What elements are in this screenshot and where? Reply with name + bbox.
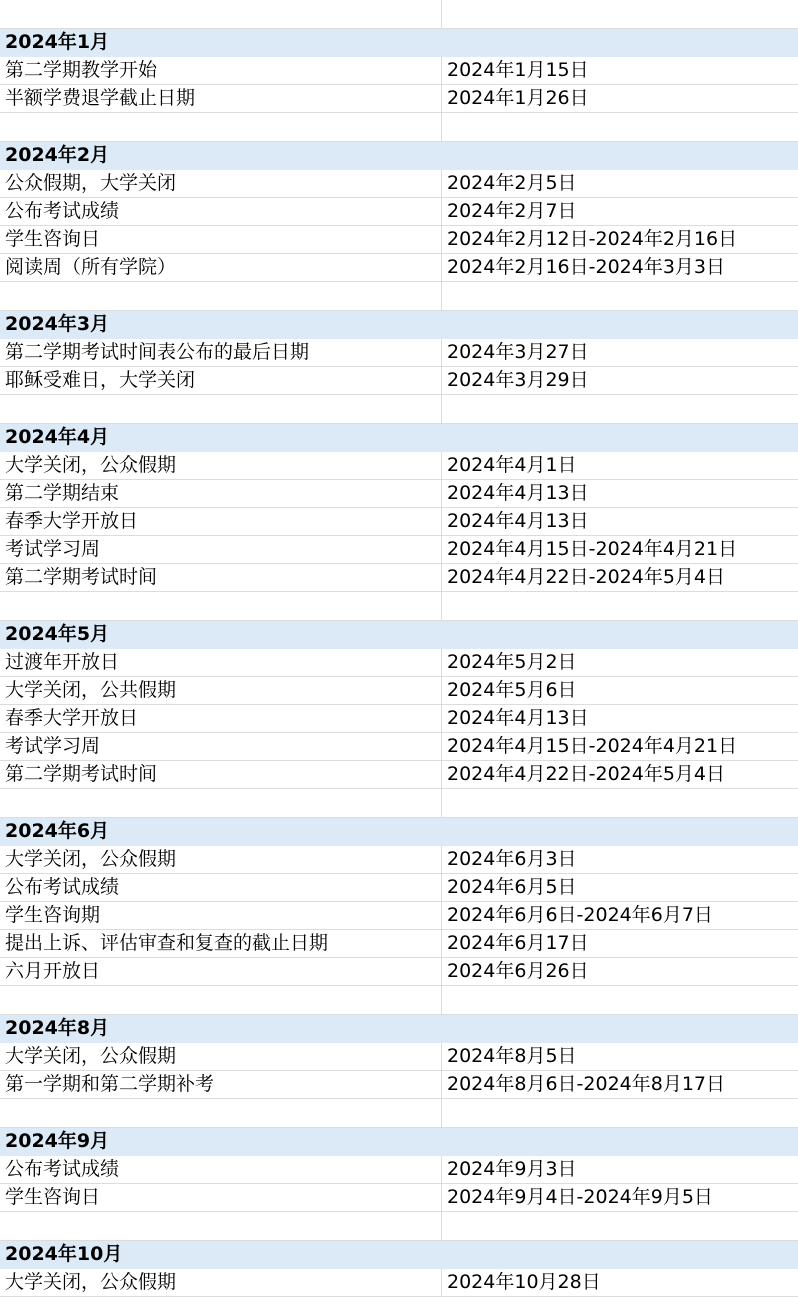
table-row[interactable] <box>0 1043 798 1071</box>
event-cell[interactable]: 公布考试成绩 <box>0 198 442 225</box>
event-cell[interactable]: 考试学习周 <box>0 733 442 760</box>
date-cell[interactable]: 2024年6月6日-2024年6月7日 <box>447 904 713 926</box>
table-row[interactable] <box>0 480 798 508</box>
month-header: 2024年8月 <box>5 1017 110 1039</box>
date-cell[interactable]: 2024年4月15日-2024年4月21日 <box>447 538 738 560</box>
event-cell[interactable]: 六月开放日 <box>0 958 442 985</box>
cell[interactable] <box>0 282 442 310</box>
month-header-row[interactable] <box>0 142 798 170</box>
table-top-empty-row[interactable] <box>0 0 798 29</box>
date-cell[interactable]: 2024年9月3日 <box>447 1158 577 1180</box>
table-row[interactable] <box>0 874 798 902</box>
month-header: 2024年10月 <box>5 1243 123 1265</box>
cell[interactable] <box>442 986 798 1014</box>
event-cell[interactable]: 学生咨询期 <box>0 902 442 929</box>
month-header-row[interactable] <box>0 621 798 649</box>
table-row[interactable] <box>0 226 798 254</box>
cell[interactable] <box>0 1099 442 1127</box>
cell[interactable] <box>0 986 442 1014</box>
empty-row[interactable] <box>0 282 798 311</box>
empty-row[interactable] <box>0 395 798 424</box>
table-row[interactable] <box>0 254 798 282</box>
month-header: 2024年6月 <box>5 820 110 842</box>
date-cell[interactable]: 2024年4月1日 <box>447 454 577 476</box>
event-cell[interactable]: 大学关闭，公众假期 <box>0 1269 442 1296</box>
cell[interactable] <box>0 113 442 141</box>
event-cell[interactable]: 阅读周（所有学院） <box>0 254 442 281</box>
table-row[interactable] <box>0 564 798 592</box>
table-row[interactable] <box>0 1184 798 1212</box>
event-cell[interactable]: 公众假期，大学关闭 <box>0 170 442 197</box>
empty-row[interactable] <box>0 592 798 621</box>
table-row[interactable] <box>0 846 798 874</box>
month-header: 2024年3月 <box>5 313 110 335</box>
date-cell[interactable]: 2024年10月28日 <box>447 1271 601 1293</box>
cell[interactable] <box>0 0 442 28</box>
cell[interactable] <box>442 789 798 817</box>
date-cell[interactable]: 2024年8月6日-2024年8月17日 <box>447 1073 726 1095</box>
date-cell[interactable]: 2024年4月13日 <box>447 510 589 532</box>
table-row[interactable] <box>0 733 798 761</box>
table-row[interactable] <box>0 536 798 564</box>
date-cell[interactable]: 2024年4月22日-2024年5月4日 <box>447 763 726 785</box>
date-cell[interactable]: 2024年1月26日 <box>447 87 589 109</box>
date-cell[interactable]: 2024年4月15日-2024年4月21日 <box>447 735 738 757</box>
table-row[interactable] <box>0 508 798 536</box>
table-row[interactable] <box>0 367 798 395</box>
date-cell[interactable]: 2024年4月13日 <box>447 482 589 504</box>
table-row[interactable] <box>0 705 798 733</box>
date-cell[interactable]: 2024年6月5日 <box>447 876 577 898</box>
date-cell[interactable]: 2024年2月16日-2024年3月3日 <box>447 256 726 278</box>
table-row[interactable] <box>0 958 798 986</box>
month-header-row[interactable] <box>0 1241 798 1269</box>
event-cell[interactable]: 春季大学开放日 <box>0 508 442 535</box>
month-header-row[interactable] <box>0 1128 798 1156</box>
event-cell[interactable]: 学生咨询日 <box>0 1184 442 1211</box>
table-row[interactable] <box>0 170 798 198</box>
cell[interactable] <box>442 113 798 141</box>
table-row[interactable] <box>0 1156 798 1184</box>
cell[interactable] <box>442 592 798 620</box>
event-cell[interactable]: 第二学期结束 <box>0 480 442 507</box>
date-cell[interactable]: 2024年6月26日 <box>447 960 589 982</box>
month-header-row[interactable] <box>0 818 798 846</box>
month-header: 2024年1月 <box>5 31 110 53</box>
event-cell[interactable]: 过渡年开放日 <box>0 649 442 676</box>
month-header-row[interactable] <box>0 311 798 339</box>
event-cell[interactable]: 大学关闭，公众假期 <box>0 846 442 873</box>
empty-row[interactable] <box>0 1099 798 1128</box>
empty-row[interactable] <box>0 986 798 1015</box>
event-cell[interactable]: 第二学期考试时间 <box>0 564 442 591</box>
table-row[interactable] <box>0 85 798 113</box>
table-row[interactable] <box>0 1269 798 1297</box>
date-cell[interactable]: 2024年2月5日 <box>447 172 577 194</box>
date-cell[interactable]: 2024年4月22日-2024年5月4日 <box>447 566 726 588</box>
event-cell[interactable]: 公布考试成绩 <box>0 1156 442 1183</box>
date-cell[interactable]: 2024年8月5日 <box>447 1045 577 1067</box>
month-header-row[interactable] <box>0 29 798 57</box>
date-cell[interactable]: 2024年9月4日-2024年9月5日 <box>447 1186 713 1208</box>
table-row[interactable] <box>0 930 798 958</box>
table-row[interactable] <box>0 677 798 705</box>
event-cell[interactable]: 第一学期和第二学期补考 <box>0 1071 442 1098</box>
table-row[interactable] <box>0 761 798 789</box>
cell[interactable] <box>0 592 442 620</box>
cell[interactable] <box>442 395 798 423</box>
month-header: 2024年5月 <box>5 623 110 645</box>
event-cell[interactable]: 提出上诉、评估审查和复查的截止日期 <box>0 930 442 957</box>
cell[interactable] <box>442 0 798 28</box>
date-cell[interactable]: 2024年5月6日 <box>447 679 577 701</box>
event-cell[interactable]: 春季大学开放日 <box>0 705 442 732</box>
date-cell[interactable]: 2024年5月2日 <box>447 651 577 673</box>
table-row[interactable] <box>0 1071 798 1099</box>
event-cell[interactable]: 考试学习周 <box>0 536 442 563</box>
event-cell[interactable]: 第二学期考试时间 <box>0 761 442 788</box>
cell[interactable] <box>0 789 442 817</box>
table-row[interactable] <box>0 902 798 930</box>
table-row[interactable] <box>0 57 798 85</box>
date-cell[interactable]: 2024年2月7日 <box>447 200 577 222</box>
month-header-row[interactable] <box>0 1015 798 1043</box>
date-cell[interactable]: 2024年6月3日 <box>447 848 577 870</box>
cell[interactable] <box>442 282 798 310</box>
table-row[interactable] <box>0 339 798 367</box>
event-cell[interactable]: 半额学费退学截止日期 <box>0 85 442 112</box>
event-cell[interactable]: 耶稣受难日，大学关闭 <box>0 367 442 394</box>
table-row[interactable] <box>0 452 798 480</box>
event-cell[interactable]: 大学关闭，公众假期 <box>0 1043 442 1070</box>
event-cell[interactable]: 公布考试成绩 <box>0 874 442 901</box>
event-cell[interactable]: 大学关闭，公共假期 <box>0 677 442 704</box>
empty-row[interactable] <box>0 1212 798 1241</box>
event-cell[interactable]: 第二学期教学开始 <box>0 57 442 84</box>
table-row[interactable] <box>0 649 798 677</box>
table-row[interactable] <box>0 198 798 226</box>
event-cell[interactable]: 第二学期考试时间表公布的最后日期 <box>0 339 442 366</box>
month-header-row[interactable] <box>0 424 798 452</box>
empty-row[interactable] <box>0 789 798 818</box>
cell[interactable] <box>0 1212 442 1240</box>
month-header: 2024年4月 <box>5 426 110 448</box>
event-cell[interactable]: 学生咨询日 <box>0 226 442 253</box>
month-header: 2024年2月 <box>5 144 110 166</box>
event-cell[interactable]: 大学关闭，公众假期 <box>0 452 442 479</box>
cell[interactable] <box>0 395 442 423</box>
date-cell[interactable]: 2024年4月13日 <box>447 707 589 729</box>
empty-row[interactable] <box>0 113 798 142</box>
date-cell[interactable]: 2024年3月27日 <box>447 341 589 363</box>
date-cell[interactable]: 2024年3月29日 <box>447 369 589 391</box>
date-cell[interactable]: 2024年2月12日-2024年2月16日 <box>447 228 738 250</box>
cell[interactable] <box>442 1212 798 1240</box>
month-header: 2024年9月 <box>5 1130 110 1152</box>
cell[interactable] <box>442 1099 798 1127</box>
date-cell[interactable]: 2024年1月15日 <box>447 59 589 81</box>
date-cell[interactable]: 2024年6月17日 <box>447 932 589 954</box>
